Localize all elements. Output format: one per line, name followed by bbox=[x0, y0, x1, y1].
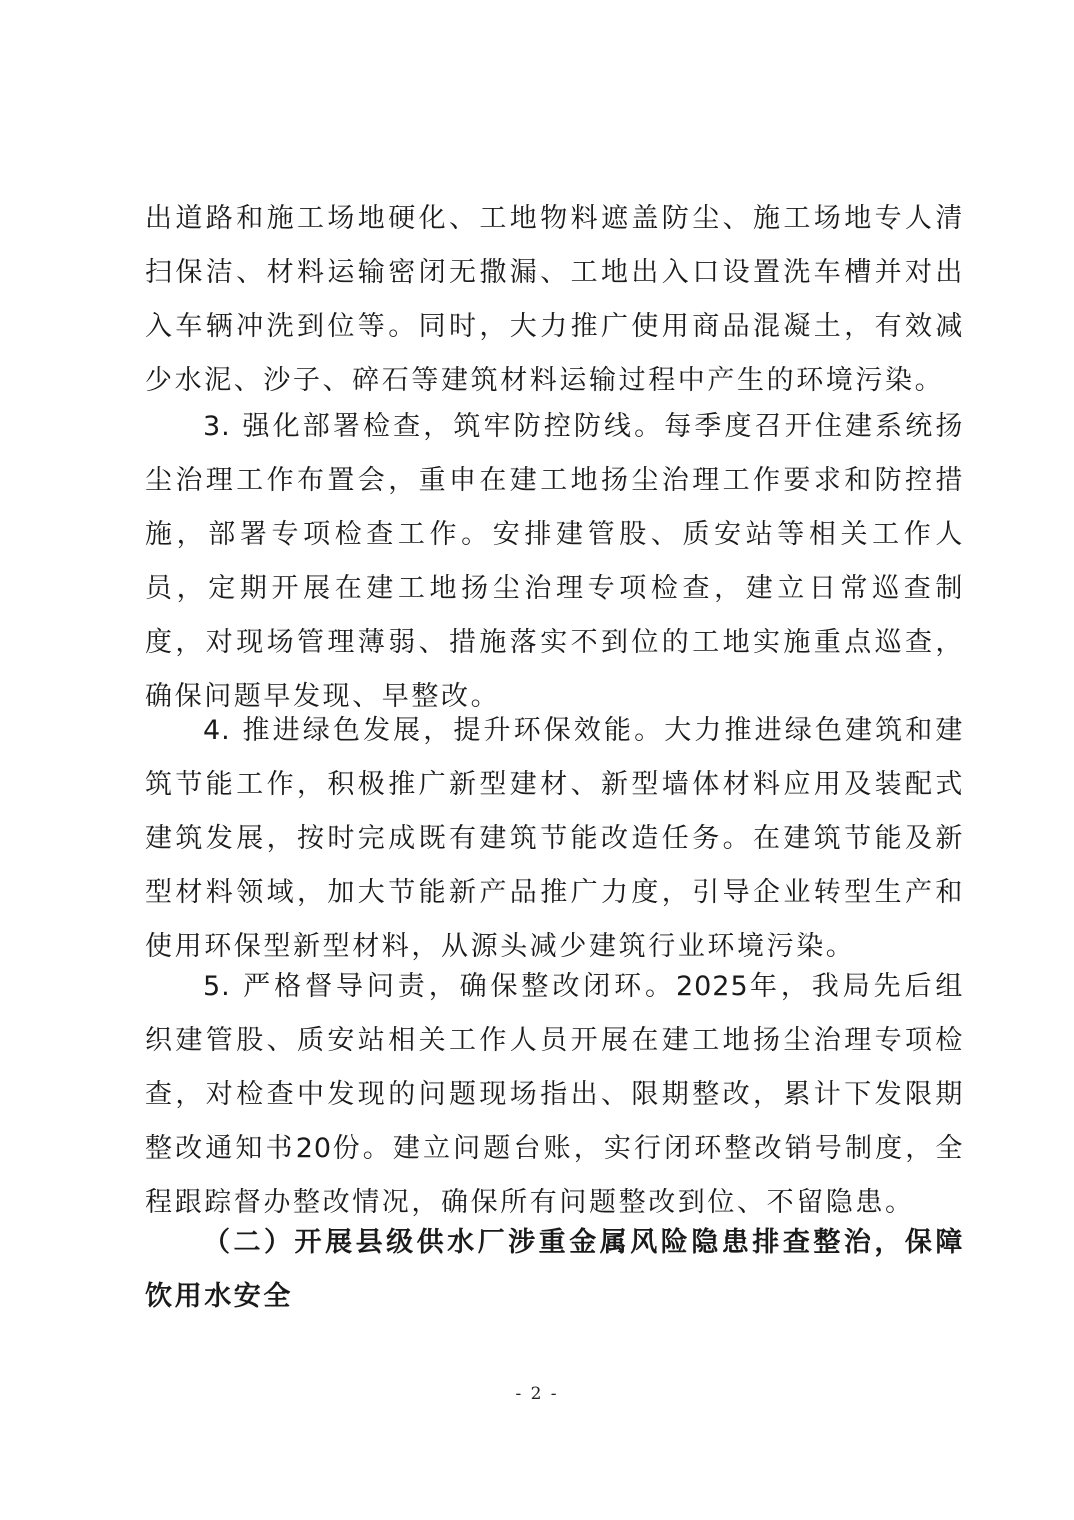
page-number: - 2 - bbox=[515, 1384, 559, 1404]
paragraph-continuation bbox=[145, 192, 965, 408]
paragraph-item-3-text: 强化部署检查，筑牢防控防线。每季度召开住建系统扬尘治理工作布置会，重申在建工地扬尘治理工作要求和防控措施，部署专项检查工作。安排建管股、质安站等相关工作人员，定期开展在建工地扬尘治理专项检查，建立日常巡查制度，对现场管理薄弱、措施落实不到位的工地实施重点巡查，确保问题早发现、早整改。 bbox=[145, 411, 965, 712]
item-number-5: 5. bbox=[203, 971, 231, 1002]
paragraph-item-5-text-b: 年，我局先后组织建管股、质安站相关工作人员开展在建工地扬尘治理专项检查，对检查中发现的问题现场指出、限期整改，累计下发限期整改通知书 bbox=[145, 971, 966, 1164]
paragraph-item-5-count: 20 bbox=[295, 1133, 333, 1164]
paragraph-item-5-year: 2025 bbox=[675, 971, 749, 1002]
section-heading-2-text: （二）开展县级供水厂涉重金属风险隐患排查整治，保障饮用水安全 bbox=[145, 1227, 965, 1312]
item-number-4: 4. bbox=[203, 715, 231, 746]
paragraph-item-4 bbox=[145, 704, 965, 974]
item-number-3: 3. bbox=[203, 411, 231, 442]
paragraph-item-3 bbox=[145, 400, 965, 724]
section-heading-2 bbox=[145, 1216, 965, 1324]
paragraph-continuation-text: 出道路和施工场地硬化、工地物料遮盖防尘、施工场地专人清扫保洁、材料运输密闭无撒漏、工地出入口设置洗车槽并对出入车辆冲洗到位等。同时，大力推广使用商品混凝土，有效减少水泥、沙子、碎石等建筑材料运输过程中产生的环境污染。 bbox=[145, 203, 965, 396]
paragraph-item-4-text: 推进绿色发展，提升环保效能。大力推进绿色建筑和建筑节能工作，积极推广新型建材、新型墙体材料应用及装配式建筑发展，按时完成既有建筑节能改造任务。在建筑节能及新型材料领域，加大节能新产品推广力度，引导企业转型生产和使用环保型新型材料，从源头减少建筑行业环境污染。 bbox=[145, 715, 965, 962]
paragraph-item-5-text-c: 份。建立问题台账，实行闭环整改销号制度，全程跟踪督办整改情况，确保所有问题整改到位、不留隐患。 bbox=[145, 1133, 965, 1218]
paragraph-item-5-text-a: 严格督导问责，确保整改闭环。 bbox=[243, 971, 676, 1002]
paragraph-item-5 bbox=[145, 960, 965, 1230]
